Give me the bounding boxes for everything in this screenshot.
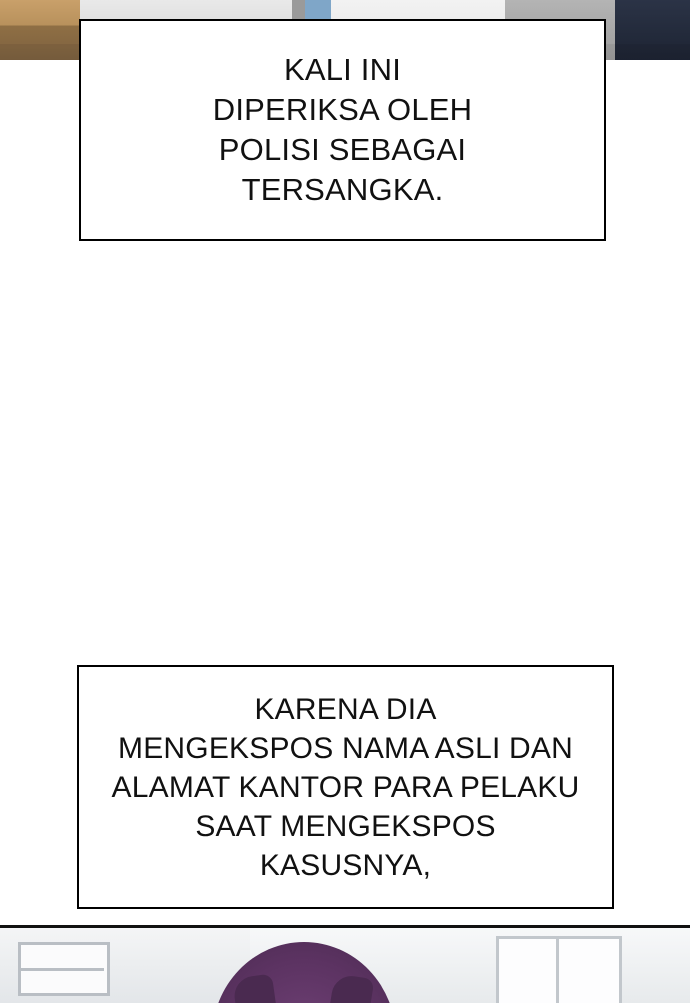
speech-bubble-2-line-5: KASUSNYA, [259,848,432,882]
speech-bubble-2 [77,665,614,909]
speech-bubble-1-line-1: KALI INI [283,52,402,87]
speech-bubble-1-line-4: TERSANGKA. [241,172,444,207]
speech-bubble-1-line-3: POLISI SEBAGAI [218,132,467,167]
panel-bottom-artwork [0,925,690,1003]
speech-bubble-1-line-2: DIPERIKSA OLEH [212,92,473,127]
speech-bubble-2-line-4: SAAT MENGEKSPOS [195,809,496,843]
speech-bubble-2-line-1: KARENA DIA [254,692,437,726]
window-frame [496,936,622,1003]
speech-bubble-2-line-3: ALAMAT KANTOR PARA PELAKU [111,770,580,804]
window-mullion [556,936,559,1003]
speech-bubble-2-line-2: MENGEKSPOS NAMA ASLI DAN [118,731,573,765]
wall-shelf-divider [18,968,104,971]
speech-bubble-1 [79,19,606,241]
